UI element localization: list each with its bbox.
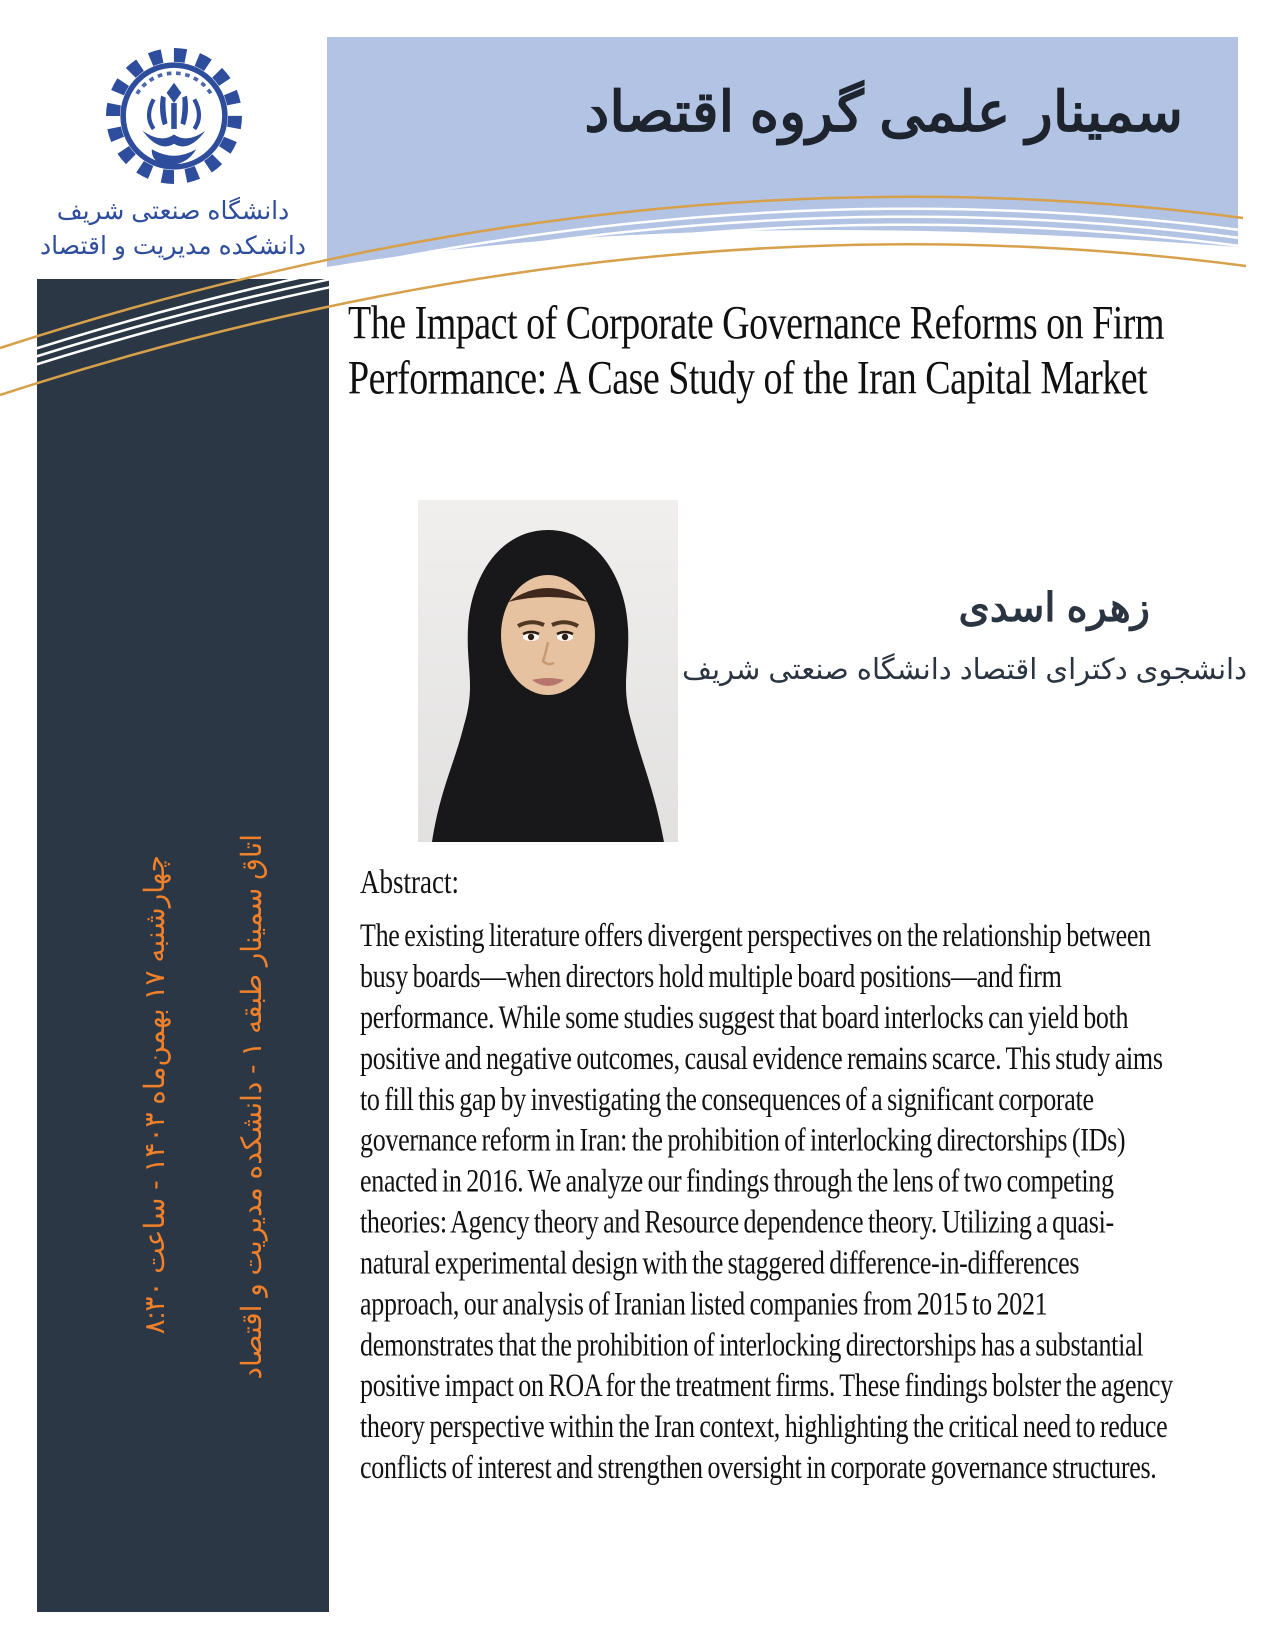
event-location: اتاق سمینار طبقه ۱ - دانشکده مدیریت و اقتصاد: [236, 834, 267, 1380]
sharif-university-logo-icon: [100, 42, 248, 190]
speaker-affiliation: دانشجوی دکترای اقتصاد دانشگاه صنعتی شریف: [681, 654, 1247, 686]
logo-caption: [28, 194, 318, 264]
event-datetime: چهارشنبه ۱۷ بهمن‌ماه ۱۴۰۳ - ساعت ۸:۳۰: [139, 855, 170, 1335]
abstract-section: [360, 863, 1174, 1488]
seminar-title: The Impact of Corporate Governance Reforms on Firm Performance: A Case Study of the Iran Capital Market: [348, 297, 1165, 405]
abstract-heading: Abstract:: [360, 863, 459, 901]
event-sidebar: [37, 279, 329, 1612]
abstract-text: The existing literature offers divergent perspectives on the relationship between busy boards—when directors hold multiple board positions—and firm performance. While some studies suggest that board interlocks can yield both positive and negative outcomes, causal evidence remains scarce. This study aims to fill this gap by investigating the consequences of a significant corporate governance reform in Iran: the prohibition of interlocking directorships (IDs) enacted in 2016. We analyze our findings through the lens of two competing theories: Agency theory and Resource dependence theory. Utilizing a quasi-natural experimental design with the staggered difference-in-differences approach, our analysis of Iranian listed companies from 2015 to 2021 demonstrates that the prohibition of interlocking directorships has a substantial positive impact on ROA for the treatment firms. These findings bolster the agency theory perspective within the Iran context, highlighting the critical need to reduce conflicts of interest and strengthen oversight in corporate governance structures.: [360, 917, 1173, 1486]
faculty-name: دانشکده مدیریت و اقتصاد: [40, 232, 306, 260]
university-name: دانشگاه صنعتی شریف: [56, 197, 290, 225]
banner-title: سمینار علمی گروه اقتصاد: [584, 80, 1183, 143]
speaker-photo: [418, 500, 678, 842]
speaker-name: زهره اسدی: [958, 586, 1150, 630]
